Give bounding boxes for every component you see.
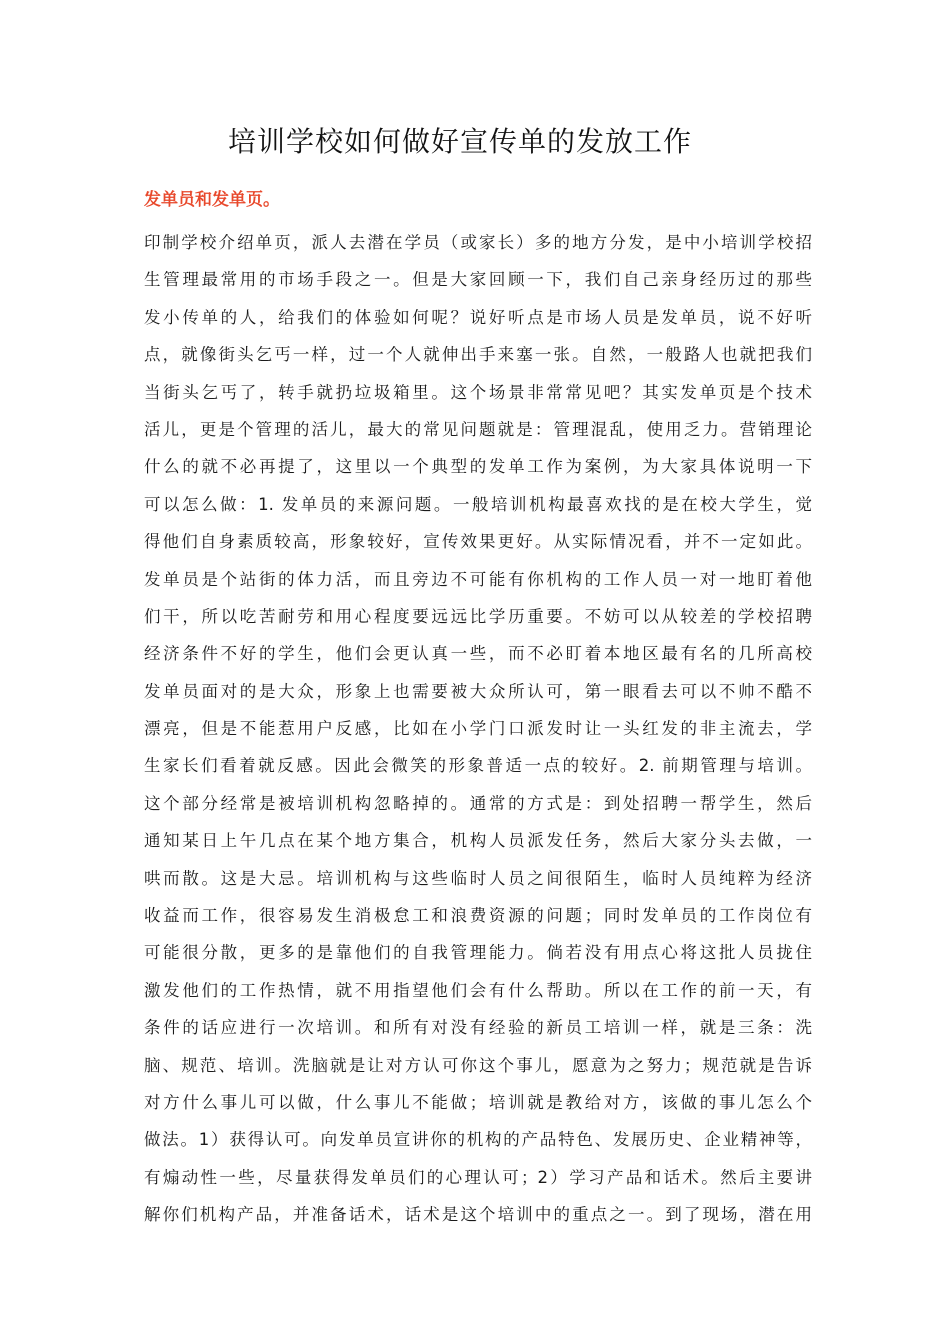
body-line: 可能很分散，更多的是靠他们的自我管理能力。倘若没有用点心将这批人员拢住	[144, 943, 812, 963]
body-line: 有煽动性一些，尽量获得发单员们的心理认可；2）学习产品和话术。然后主要讲	[144, 1167, 812, 1187]
body-line: 什么的就不必再提了，这里以一个典型的发单工作为案例，为大家具体说明一下	[144, 457, 812, 477]
body-line: 发小传单的人，给我们的体验如何呢？说好听点是市场人员是发单员，说不好听	[144, 307, 812, 327]
body-line: 活儿，更是个管理的活儿，最大的常见问题就是：管理混乱，使用乏力。营销理论	[144, 419, 812, 439]
body-line: 当街头乞丐了，转手就扔垃圾箱里。这个场景非常常见吧？其实发单页是个技术	[144, 382, 812, 402]
body-line: 这个部分经常是被培训机构忽略掉的。通常的方式是：到处招聘一帮学生，然后	[144, 793, 812, 813]
body-line: 解你们机构产品，并准备话术，话术是这个培训中的重点之一。到了现场，潜在用	[144, 1205, 812, 1225]
body-line: 可以怎么做：1. 发单员的来源问题。一般培训机构最喜欢找的是在校大学生，觉	[144, 494, 812, 514]
body-line: 做法。1）获得认可。向发单员宣讲你的机构的产品特色、发展历史、企业精神等，	[144, 1130, 812, 1150]
body-line: 发单员是个站街的体力活，而且旁边不可能有你机构的工作人员一对一地盯着他	[144, 569, 812, 589]
body-line: 经济条件不好的学生，他们会更认真一些，而不必盯着本地区最有名的几所高校	[144, 644, 812, 664]
body-line: 生管理最常用的市场手段之一。但是大家回顾一下，我们自己亲身经历过的那些	[144, 270, 812, 290]
body-line: 激发他们的工作热情，就不用指望他们会有什么帮助。所以在工作的前一天，有	[144, 980, 812, 1000]
section-heading: 发单员和发单页。	[144, 190, 280, 210]
body-text	[144, 224, 812, 1234]
body-line: 印制学校介绍单页，派人去潜在学员（或家长）多的地方分发，是中小培训学校招	[144, 233, 812, 252]
body-line: 收益而工作，很容易发生消极怠工和浪费资源的问题；同时发单员的工作岗位有	[144, 906, 812, 926]
body-line: 们干，所以吃苦耐劳和用心程度要远远比学历重要。不妨可以从较差的学校招聘	[144, 606, 812, 626]
body-line: 漂亮，但是不能惹用户反感，比如在小学门口派发时让一头红发的非主流去，学	[144, 719, 812, 739]
body-line: 发单员面对的是大众，形象上也需要被大众所认可，第一眼看去可以不帅不酷不	[144, 681, 812, 701]
body-line: 生家长们看着就反感。因此会微笑的形象普适一点的较好。2. 前期管理与培训。	[144, 756, 812, 776]
document-title: 培训学校如何做好宣传单的发放工作	[227, 125, 692, 158]
body-line: 得他们自身素质较高，形象较好，宣传效果更好。从实际情况看，并不一定如此。	[144, 532, 812, 552]
body-line: 哄而散。这是大忌。培训机构与这些临时人员之间很陌生，临时人员纯粹为经济	[144, 868, 812, 888]
body-line: 条件的话应进行一次培训。和所有对没有经验的新员工培训一样，就是三条：洗	[144, 1018, 812, 1038]
body-line: 对方什么事儿可以做，什么事儿不能做；培训就是教给对方，该做的事儿怎么个	[144, 1092, 812, 1112]
body-line: 点，就像街头乞丐一样，过一个人就伸出手来塞一张。自然，一般路人也就把我们	[144, 345, 812, 365]
body-line: 通知某日上午几点在某个地方集合，机构人员派发任务，然后大家分头去做，一	[144, 831, 812, 851]
body-line: 脑、规范、培训。洗脑就是让对方认可你这个事儿，愿意为之努力；规范就是告诉	[144, 1055, 812, 1075]
